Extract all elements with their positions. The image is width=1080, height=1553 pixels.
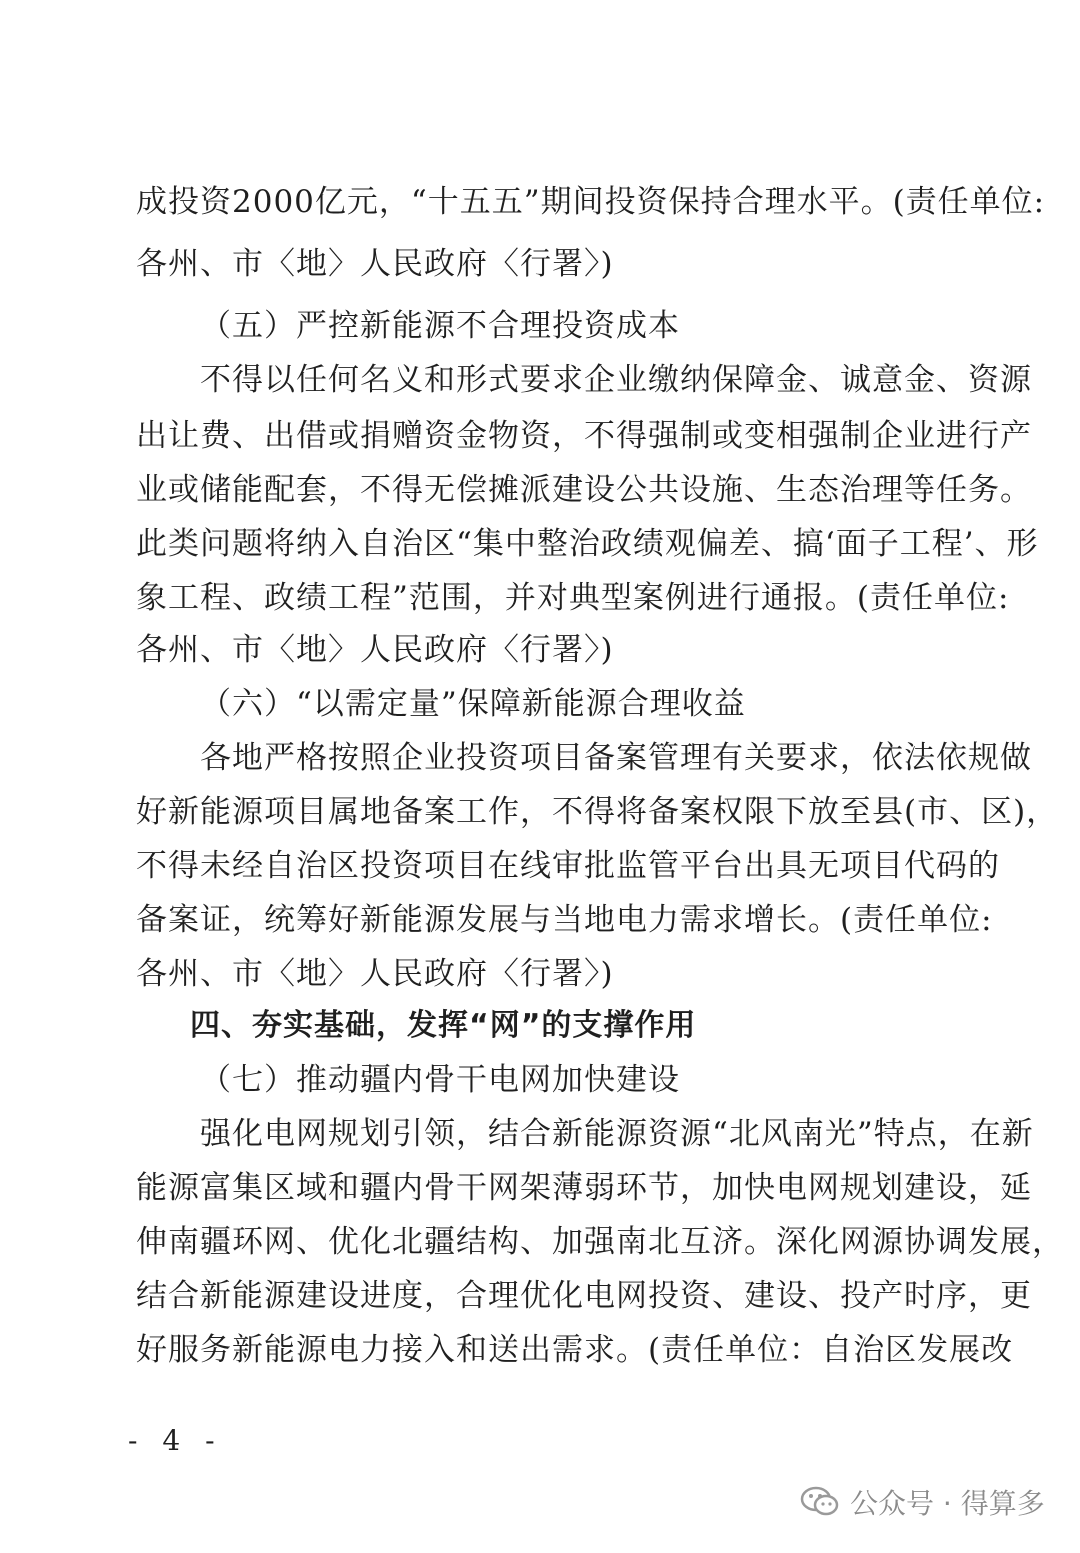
section-heading-7: （七）推动疆内骨干电网加快建设 bbox=[200, 1062, 680, 1098]
text-line: 成投资2000亿元，“十五五”期间投资保持合理水平。(责任单位: bbox=[136, 184, 1046, 220]
text-line: 象工程、政绩工程”范围，并对典型案例进行通报。(责任单位: bbox=[136, 580, 1010, 616]
section-heading-5: （五）严控新能源不合理投资成本 bbox=[200, 308, 680, 344]
chapter-heading-4: 四、夯实基础，发挥“网”的支撑作用 bbox=[190, 1008, 697, 1043]
text-line: 此类问题将纳入自治区“集中整治政绩观偏差、搞‘面子工程’、形 bbox=[136, 526, 1039, 562]
text-line: 各州、市〈地〉人民政府〈行署〉) bbox=[136, 632, 614, 668]
text-line: 好新能源项目属地备案工作，不得将备案权限下放至县(市、区)， bbox=[136, 794, 1059, 830]
wechat-icon bbox=[800, 1484, 840, 1520]
text-line: 备案证，统筹好新能源发展与当地电力需求增长。(责任单位: bbox=[136, 902, 993, 938]
watermark bbox=[800, 1480, 1045, 1524]
text-line: 各地严格按照企业投资项目备案管理有关要求，依法依规做 bbox=[200, 740, 1032, 776]
text-line: 能源富集区域和疆内骨干网架薄弱环节，加快电网规划建设，延 bbox=[136, 1170, 1032, 1206]
watermark-text: 公众号 · 得算多 bbox=[850, 1487, 1045, 1520]
text-line: 不得以任何名义和形式要求企业缴纳保障金、诚意金、资源 bbox=[200, 362, 1032, 398]
text-line: 结合新能源建设进度，合理优化电网投资、建设、投产时序，更 bbox=[136, 1278, 1032, 1314]
text-line: 不得未经自治区投资项目在线审批监管平台出具无项目代码的 bbox=[136, 848, 1000, 884]
text-line: 各州、市〈地〉人民政府〈行署〉) bbox=[136, 956, 614, 992]
section-heading-6: （六）“以需定量”保障新能源合理收益 bbox=[200, 686, 746, 722]
text-line: 好服务新能源电力接入和送出需求。(责任单位：自治区发展改 bbox=[136, 1332, 1014, 1368]
text-line: 业或储能配套，不得无偿摊派建设公共设施、生态治理等任务。 bbox=[136, 472, 1032, 508]
text-line: 伸南疆环网、优化北疆结构、加强南北互济。深化网源协调发展， bbox=[136, 1224, 1064, 1260]
text-line: 强化电网规划引领，结合新能源资源“北风南光”特点，在新 bbox=[200, 1116, 1034, 1152]
text-line: 出让费、出借或捐赠资金物资，不得强制或变相强制企业进行产 bbox=[136, 418, 1032, 454]
text-line: 各州、市〈地〉人民政府〈行署〉) bbox=[136, 246, 614, 282]
page-number: - 4 - bbox=[128, 1424, 223, 1457]
